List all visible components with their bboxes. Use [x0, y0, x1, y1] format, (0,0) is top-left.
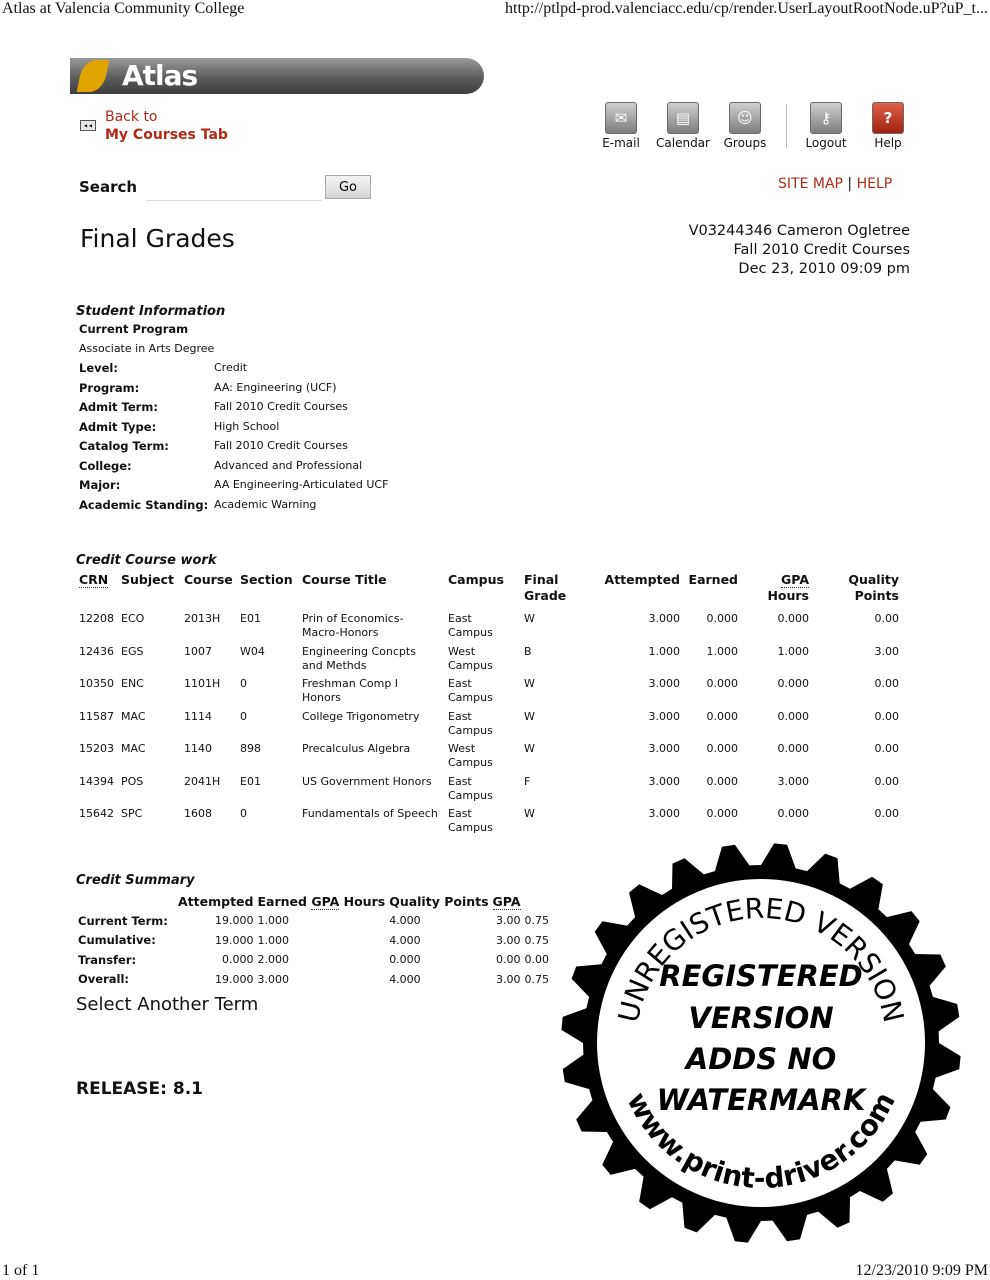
cell-attempted: 3.000	[648, 612, 680, 625]
cell-grade: F	[524, 774, 531, 788]
envelope-icon: ✉	[605, 102, 637, 134]
cell-subject: EGS	[121, 644, 144, 658]
table-row	[76, 710, 902, 743]
cell-grade: B	[524, 644, 532, 658]
sum-cell-gpa: 0.75	[524, 933, 549, 947]
sum-cell-attempted: 19.000	[214, 914, 254, 928]
sum-cell-quality-points: 0.00	[496, 953, 521, 967]
cell-gpa-hours: 0.000	[777, 742, 809, 755]
cell-campus	[445, 645, 521, 678]
cell-section: E01	[240, 774, 261, 788]
help-icon: ?	[872, 102, 904, 134]
cell-course: 1101H	[184, 677, 221, 690]
cell-crn: 14394	[79, 774, 114, 788]
cell-attempted: 3.000	[648, 807, 680, 820]
cell-course: 1007	[184, 644, 212, 658]
summary-row	[76, 911, 551, 931]
info-row	[76, 459, 388, 479]
atlas-logo-text: Atlas	[122, 59, 198, 92]
col-section: Section	[240, 572, 293, 587]
groups-button[interactable]	[722, 102, 768, 150]
cell-title-line1: Engineering Concpts	[302, 644, 416, 658]
cell-quality-points: 0.00	[874, 742, 899, 755]
info-value: AA: Engineering (UCF)	[214, 380, 337, 394]
cell-gpa-hours: 0.000	[777, 677, 809, 690]
atlas-banner	[70, 58, 484, 94]
help-button[interactable]	[870, 102, 906, 150]
cell-quality-points: 0.00	[874, 807, 899, 820]
sum-cell-attempted: 19.000	[214, 933, 254, 947]
cell-quality-points: 0.00	[874, 774, 899, 788]
release-label: RELEASE: 8.1	[76, 1079, 203, 1099]
info-label: Academic Standing:	[79, 497, 209, 512]
watermark-line4: WATERMARK	[656, 1083, 866, 1117]
info-value: Academic Warning	[214, 497, 317, 511]
cell-title-line2: Macro-Honors	[302, 626, 379, 639]
summary-body	[76, 911, 551, 989]
table-row	[76, 742, 902, 775]
col-quality-points-l2: Points	[854, 588, 899, 603]
cell-crn: 12436	[79, 644, 114, 658]
cell-gpa-hours: 0.000	[777, 709, 809, 723]
cell-section: E01	[240, 612, 261, 625]
info-row	[76, 361, 388, 381]
cell-title	[299, 775, 445, 808]
logout-label: Logout	[805, 136, 847, 150]
cell-subject: MAC	[121, 709, 146, 723]
help-link[interactable]: HELP	[856, 176, 893, 192]
info-label: Level:	[79, 361, 118, 375]
cell-campus-line1: East	[448, 612, 472, 625]
col-final-grade-l1: Final	[524, 572, 559, 587]
info-label: Admit Type:	[79, 419, 157, 434]
cell-title	[299, 710, 445, 743]
cell-course: 2013H	[184, 612, 221, 625]
cell-gpa-hours: 0.000	[777, 612, 809, 625]
cell-title-line1: College Trigonometry	[302, 709, 420, 723]
cell-title	[299, 807, 445, 840]
sum-col-quality-points: Quality Points	[389, 894, 489, 909]
sum-cell-attempted: 19.000	[214, 972, 254, 986]
sum-cell-gpa-hours: 4.000	[389, 972, 421, 986]
cell-attempted: 3.000	[648, 677, 680, 690]
cell-attempted: 3.000	[648, 742, 680, 755]
col-earned: Earned	[688, 572, 738, 587]
col-crn	[76, 572, 118, 604]
cell-subject: ENC	[121, 677, 144, 690]
cell-gpa-hours: 3.000	[777, 774, 809, 788]
go-button[interactable]: Go	[325, 175, 371, 199]
sum-cell-label: Current Term:	[78, 913, 168, 928]
sum-cell-label: Transfer:	[78, 952, 137, 967]
back-link-line1[interactable]: Back to	[105, 109, 158, 125]
sum-col-attempted: Attempted	[178, 894, 254, 909]
cell-crn: 15203	[79, 742, 114, 755]
cell-campus	[445, 710, 521, 743]
sum-cell-gpa: 0.00	[524, 953, 549, 967]
cell-earned: 0.000	[706, 677, 738, 690]
cell-title	[299, 742, 445, 775]
student-meta	[689, 222, 910, 279]
cell-campus-line1: East	[448, 709, 472, 723]
cell-campus	[445, 775, 521, 808]
print-footer-datetime: 12/23/2010 9:09 PM	[855, 1262, 988, 1279]
col-subject: Subject	[121, 572, 174, 587]
sum-cell-gpa: 0.75	[524, 914, 549, 928]
cell-title-line1: Fundamentals of Speech	[302, 807, 438, 820]
cell-grade: W	[524, 677, 535, 690]
site-map-link[interactable]: SITE MAP	[778, 176, 843, 192]
cell-campus	[445, 604, 521, 645]
table-row	[76, 775, 902, 808]
info-value: Fall 2010 Credit Courses	[214, 400, 348, 413]
sum-cell-gpa-hours: 4.000	[389, 914, 421, 928]
col-final-grade-l2: Grade	[524, 588, 567, 603]
watermark-line2: VERSION	[688, 1001, 834, 1035]
sum-cell-earned: 1.000	[257, 933, 289, 947]
sum-cell-quality-points: 3.00	[496, 972, 521, 986]
groups-icon: ☺	[729, 102, 761, 134]
col-gpa-hours	[741, 572, 812, 604]
cell-campus-line2: Campus	[448, 691, 493, 704]
cell-gpa-hours: 1.000	[777, 644, 809, 658]
student-id-name: V03244346 Cameron Ogletree	[688, 223, 910, 239]
cell-gpa-hours: 0.000	[777, 807, 809, 820]
info-value: High School	[214, 419, 280, 433]
current-program-value: Associate in Arts Degree	[79, 341, 215, 355]
summary-table	[76, 892, 551, 989]
cell-campus-line2: Campus	[448, 788, 493, 802]
col-campus: Campus	[448, 572, 504, 587]
info-value: AA Engineering-Articulated UCF	[214, 478, 389, 491]
email-button[interactable]	[600, 102, 642, 150]
cell-quality-points: 0.00	[874, 612, 899, 625]
watermark-line1: REGISTERED	[659, 959, 863, 993]
cell-quality-points: 0.00	[874, 677, 899, 690]
sum-cell-gpa-hours: 4.000	[389, 933, 421, 947]
info-row	[76, 478, 388, 498]
table-row	[76, 604, 902, 645]
cell-section: 0	[240, 709, 247, 723]
current-program-label: Current Program	[79, 322, 189, 336]
select-another-term-link[interactable]: Select Another Term	[76, 994, 259, 1015]
student-info-heading: Student Information	[76, 304, 226, 319]
sum-cell-attempted: 0.000	[221, 953, 254, 967]
report-date: Dec 23, 2010 09:09 pm	[738, 261, 910, 277]
col-quality-points	[812, 572, 902, 604]
cell-earned: 0.000	[706, 807, 738, 820]
cell-campus-line2: Campus	[448, 658, 493, 672]
cell-campus-line2: Campus	[448, 626, 493, 639]
coursework-heading: Credit Course work	[76, 553, 217, 568]
cell-campus-line2: Campus	[448, 723, 493, 737]
email-label: E-mail	[602, 136, 640, 150]
print-header-url: http://ptlpd-prod.valenciacc.edu/cp/render.UserLayoutRootNode.uP?uP_t...	[505, 0, 988, 17]
cell-campus-line2: Campus	[448, 821, 493, 834]
sum-col-earned: Earned	[257, 894, 307, 909]
cell-campus-line1: East	[448, 677, 472, 690]
watermark-line3: ADDS NO	[685, 1042, 837, 1076]
cell-grade: W	[524, 612, 535, 625]
cell-quality-points: 0.00	[874, 709, 899, 723]
cell-earned: 0.000	[706, 742, 738, 755]
cell-attempted: 3.000	[648, 774, 680, 788]
info-label: College:	[79, 458, 132, 473]
cell-crn: 12208	[79, 612, 114, 625]
watermark-arc-top-text: UNREGISTERED VERSION	[611, 891, 911, 1026]
info-row	[76, 498, 388, 518]
sum-cell-gpa-hours: 0.000	[389, 953, 421, 967]
key-icon: ⚷	[810, 102, 842, 134]
link-separator: |	[847, 176, 853, 192]
cell-subject: ECO	[121, 612, 145, 625]
col-final-grade	[521, 572, 589, 604]
sum-cell-earned: 3.000	[257, 972, 289, 986]
cell-section: W04	[240, 644, 265, 658]
help-label: Help	[874, 136, 902, 150]
cell-campus	[445, 742, 521, 775]
info-row	[76, 400, 388, 420]
page-title: Final Grades	[80, 224, 235, 253]
cell-earned: 0.000	[706, 774, 738, 788]
summary-row	[76, 931, 551, 951]
cell-earned: 1.000	[706, 644, 738, 658]
cell-section: 0	[240, 807, 247, 820]
cell-grade: W	[524, 807, 535, 820]
sum-cell-gpa: 0.75	[524, 972, 549, 986]
sum-cell-label: Cumulative:	[78, 933, 156, 948]
col-quality-points-l1: Quality	[848, 572, 899, 587]
cell-section: 898	[240, 742, 261, 755]
cell-grade: W	[524, 709, 535, 723]
cell-title	[299, 677, 445, 710]
cell-subject: SPC	[121, 807, 143, 820]
logout-button[interactable]	[804, 102, 848, 150]
cell-campus-line1: West	[448, 742, 476, 755]
back-link-my-courses-tab[interactable]: My Courses Tab	[105, 127, 228, 143]
cell-section: 0	[240, 677, 247, 690]
groups-label: Groups	[723, 136, 767, 150]
cell-earned: 0.000	[706, 612, 738, 625]
info-value: Advanced and Professional	[214, 458, 363, 472]
sum-col-blank	[76, 892, 176, 911]
sum-cell-quality-points: 3.00	[496, 914, 521, 928]
cell-campus-line1: East	[448, 807, 472, 820]
calendar-label: Calendar	[656, 136, 710, 150]
sum-cell-earned: 2.000	[257, 953, 289, 967]
cell-campus-line1: East	[448, 774, 472, 788]
coursework-body	[76, 604, 902, 840]
sum-col-gpa-label2: GPA	[492, 894, 521, 909]
info-row	[76, 439, 388, 459]
calendar-button[interactable]	[654, 102, 712, 150]
print-header-title: Atlas at Valencia Community College	[2, 0, 245, 17]
sum-cell-earned: 1.000	[257, 914, 289, 928]
cell-subject: MAC	[121, 742, 146, 755]
col-attempted: Attempted	[604, 572, 680, 587]
cell-campus-line1: West	[448, 644, 476, 658]
cell-campus	[445, 677, 521, 710]
cell-title-line1: Prin of Economics-	[302, 612, 404, 625]
table-row	[76, 677, 902, 710]
sum-col-gpa	[491, 892, 523, 911]
table-row	[76, 807, 902, 840]
toolbar-divider	[786, 104, 787, 148]
col-gpa-hours-l1: GPA	[781, 572, 809, 587]
info-label: Program:	[79, 380, 140, 395]
calendar-icon: ▤	[667, 102, 699, 134]
cell-title-line1: Freshman Comp I	[302, 677, 399, 690]
sum-cell-quality-points: 3.00	[496, 933, 521, 947]
student-term: Fall 2010 Credit Courses	[733, 242, 910, 258]
cell-campus-line2: Campus	[448, 756, 493, 769]
summary-row	[76, 970, 551, 990]
cell-campus	[445, 807, 521, 840]
cell-crn: 15642	[79, 807, 114, 820]
col-course: Course	[184, 572, 233, 587]
summary-heading: Credit Summary	[76, 873, 195, 888]
cell-course: 2041H	[184, 774, 221, 788]
sum-col-earned-gpa-hours	[255, 892, 387, 911]
info-label: Major:	[79, 478, 121, 492]
info-label: Catalog Term:	[79, 439, 169, 453]
info-label: Admit Term:	[79, 400, 158, 414]
sum-cell-label: Overall:	[78, 972, 129, 987]
cell-course: 1608	[184, 807, 212, 820]
student-info-table	[76, 322, 388, 517]
cell-title-line2: Honors	[302, 691, 341, 704]
cell-attempted: 1.000	[648, 644, 680, 658]
search-label: Search	[79, 178, 138, 196]
search-input[interactable]	[146, 174, 322, 201]
atlas-logo-icon	[77, 60, 110, 92]
cell-course: 1114	[184, 709, 212, 723]
summary-row	[76, 950, 551, 970]
sum-col-hours: Hours	[343, 894, 386, 909]
cell-title	[299, 604, 445, 645]
rewind-icon[interactable]: ◂◂	[80, 120, 96, 131]
info-row	[76, 420, 388, 440]
cell-quality-points: 3.00	[874, 644, 899, 658]
col-crn-label: CRN	[79, 572, 109, 587]
cell-title-line1: US Government Honors	[302, 774, 432, 788]
watermark-arc-bottom-text: www.print-driver.com	[620, 1086, 902, 1196]
cell-title-line2: and Methds	[302, 658, 367, 672]
cell-crn: 11587	[79, 709, 114, 723]
cell-crn: 10350	[79, 677, 114, 690]
cell-attempted: 3.000	[648, 709, 680, 723]
sum-col-gpa-label: GPA	[311, 894, 340, 909]
watermark-stamp	[558, 840, 964, 1246]
cell-earned: 0.000	[706, 709, 738, 723]
info-row	[76, 381, 388, 401]
table-row	[76, 645, 902, 678]
cell-course: 1140	[184, 742, 212, 755]
top-links	[778, 176, 892, 192]
cell-title	[299, 645, 445, 678]
coursework-table	[76, 572, 902, 840]
print-footer-page: 1 of 1	[2, 1262, 40, 1279]
cell-grade: W	[524, 742, 535, 755]
info-value: Credit	[214, 361, 248, 374]
cell-subject: POS	[121, 774, 144, 788]
col-title: Course Title	[302, 572, 387, 587]
info-value: Fall 2010 Credit Courses	[214, 439, 348, 452]
col-gpa-hours-l2: Hours	[767, 588, 809, 603]
cell-title-line1: Precalculus Algebra	[302, 742, 411, 755]
